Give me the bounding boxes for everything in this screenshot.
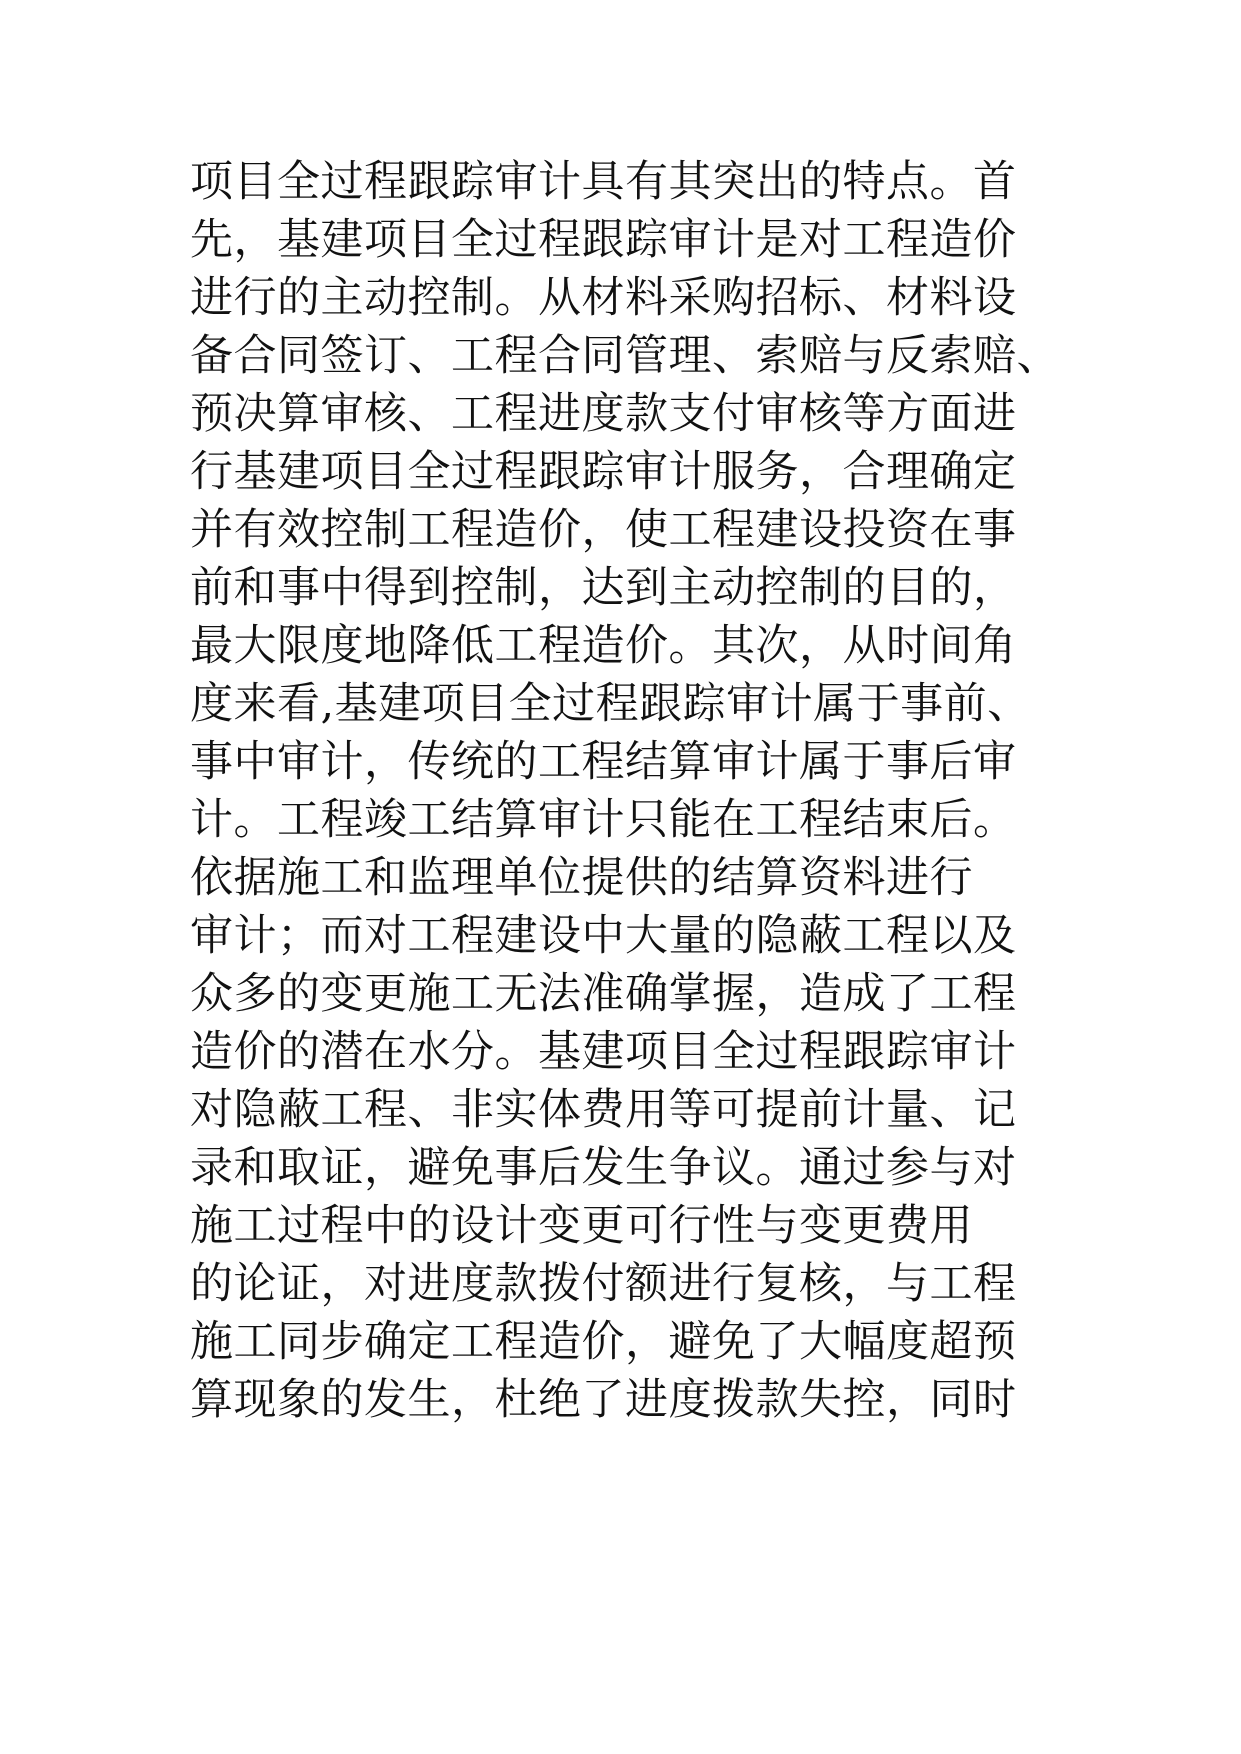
body-text bbox=[190, 153, 1090, 1429]
text-line: 备合同签订、工程合同管理、索赔与反索赔、 bbox=[190, 331, 1060, 381]
text-line: 事中审计，传统的工程结算审计属于事后审 bbox=[190, 737, 1017, 787]
text-line: 行基建项目全过程跟踪审计服务，合理确定 bbox=[190, 447, 1017, 497]
text-line: 的论证，对进度款拨付额进行复核，与工程 bbox=[190, 1259, 1017, 1309]
text-line: 对隐蔽工程、非实体费用等可提前计量、记 bbox=[190, 1085, 1017, 1135]
text-line: 施工过程中的设计变更可行性与变更费用 bbox=[190, 1201, 973, 1251]
text-line: 度来看,基建项目全过程跟踪审计属于事前、 bbox=[190, 679, 1031, 729]
text-line: 最大限度地降低工程造价。其次，从时间角 bbox=[190, 621, 1017, 671]
text-line: 项目全过程跟踪审计具有其突出的特点。首 bbox=[190, 157, 1017, 207]
text-line: 计。工程竣工结算审计只能在工程结束后。 bbox=[190, 795, 1017, 845]
text-line: 施工同步确定工程造价，避免了大幅度超预 bbox=[190, 1317, 1017, 1367]
text-line: 造价的潜在水分。基建项目全过程跟踪审计 bbox=[190, 1027, 1017, 1077]
text-line: 录和取证，避免事后发生争议。通过参与对 bbox=[190, 1143, 1017, 1193]
text-line: 先，基建项目全过程跟踪审计是对工程造价 bbox=[190, 215, 1017, 265]
text-line: 并有效控制工程造价，使工程建设投资在事 bbox=[190, 505, 1017, 555]
text-line: 算现象的发生，杜绝了进度拨款失控，同时 bbox=[190, 1375, 1017, 1425]
text-line: 预决算审核、工程进度款支付审核等方面进 bbox=[190, 389, 1017, 439]
text-line: 前和事中得到控制，达到主动控制的目的， bbox=[190, 563, 1017, 613]
text-line: 依据施工和监理单位提供的结算资料进行 bbox=[190, 853, 973, 903]
text-line: 众多的变更施工无法准确掌握，造成了工程 bbox=[190, 969, 1017, 1019]
text-line: 进行的主动控制。从材料采购招标、材料设 bbox=[190, 273, 1017, 323]
text-line: 审计；而对工程建设中大量的隐蔽工程以及 bbox=[190, 911, 1017, 961]
